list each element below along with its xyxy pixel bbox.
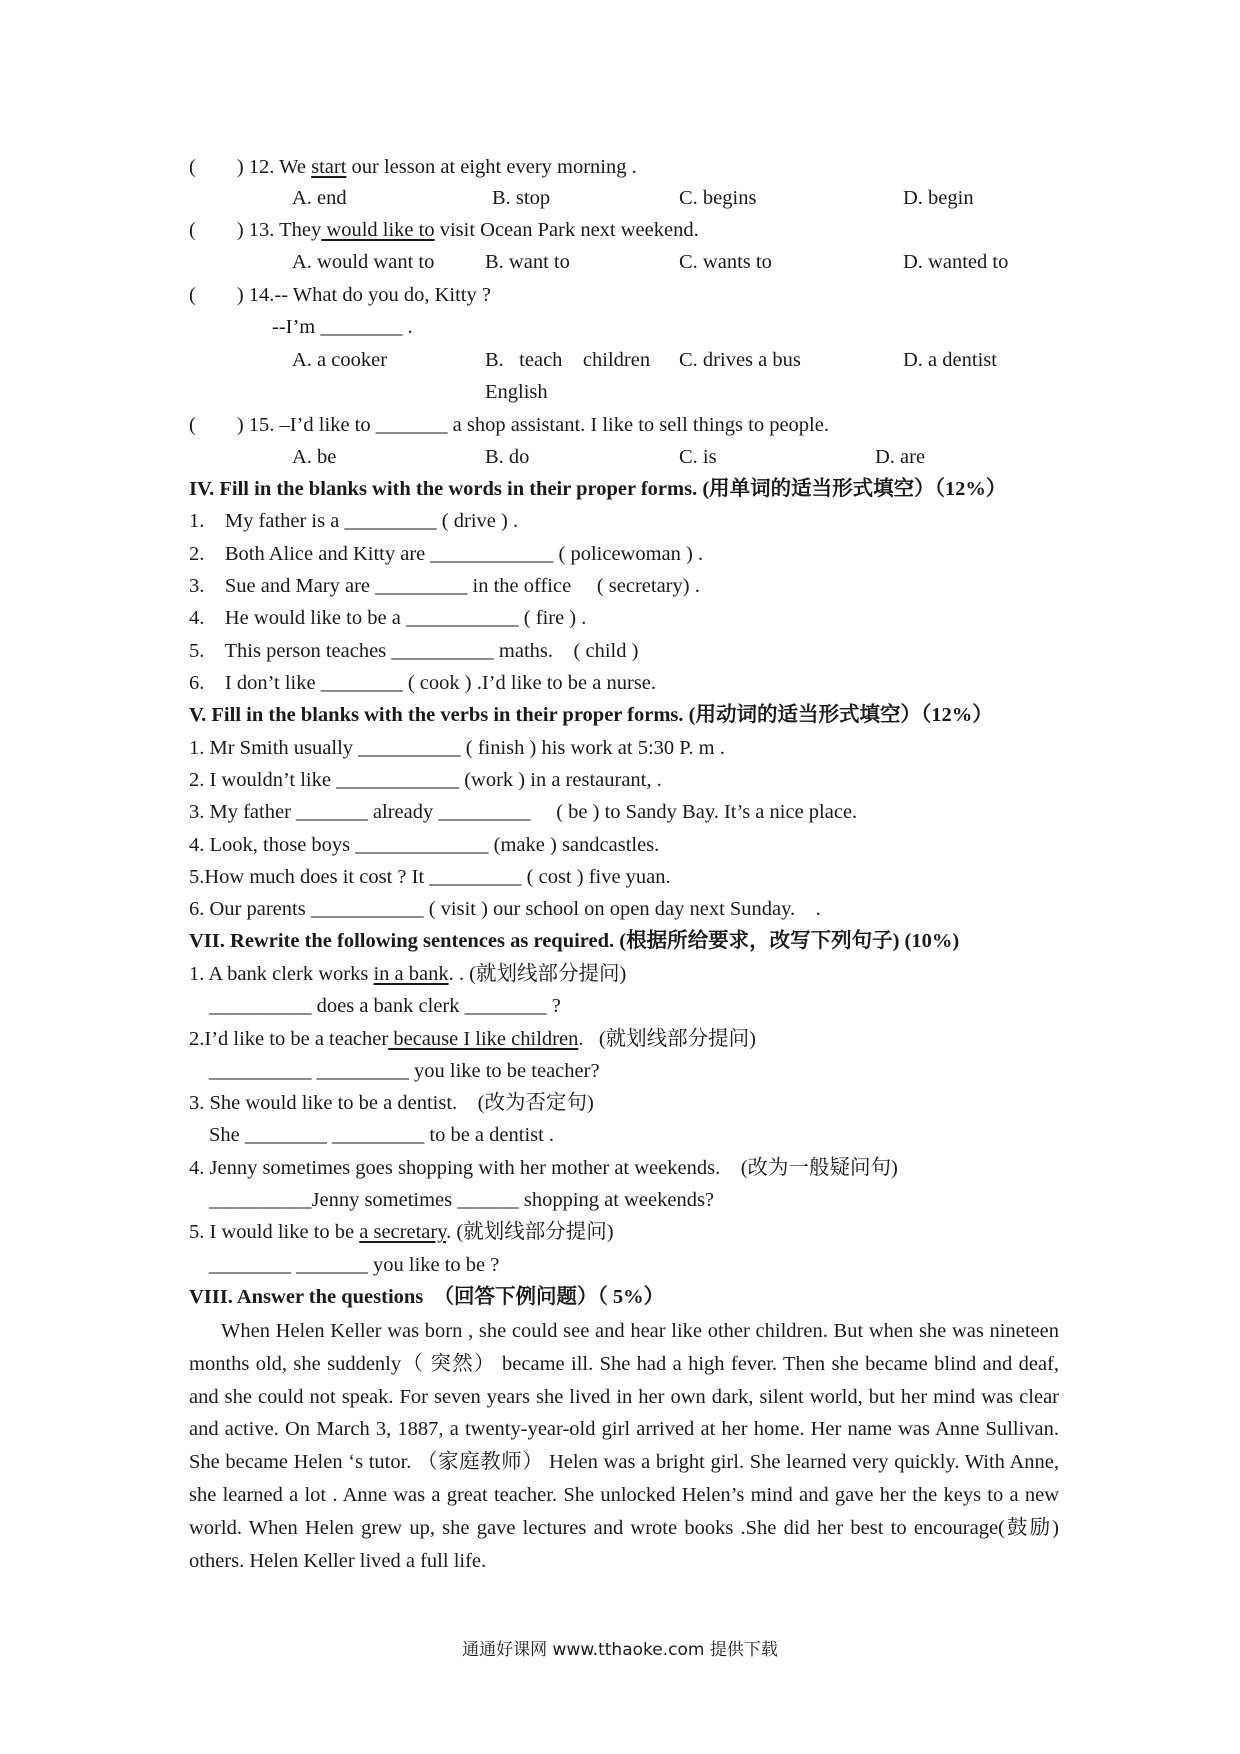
sec5-item-2: 2. I wouldn’t like ____________ (work ) in a restaurant, . [189, 769, 662, 791]
q14-option-c: C. drives a bus [679, 349, 801, 371]
sec7-answer-5: ________ _______ you like to be ? [209, 1254, 500, 1276]
section-5-title: V. Fill in the blanks with the verbs in their proper forms. (用动词的适当形式填空）（12%） [189, 704, 993, 726]
sec4-item-6: 6. I don’t like ________ ( cook ) .I’d like to be a nurse. [189, 672, 657, 694]
sec7-answer-2: __________ _________ you like to be teacher? [209, 1060, 600, 1082]
q14-option-b: B. teach children [485, 349, 651, 371]
sec7-item-4: 4. Jenny sometimes goes shopping with her mother at weekends. (改为一般疑问句) [189, 1157, 898, 1179]
section-8-title: VIII. Answer the questions （回答下例问题）（ 5%） [189, 1286, 665, 1308]
q12-option-a: A. end [292, 187, 347, 209]
question-12-stem: ( ) 12. We start our lesson at eight every morning . [189, 156, 637, 178]
sec4-item-4: 4. He would like to be a ___________ ( fire ) . [189, 607, 587, 629]
q13-option-a: A. would want to [292, 251, 435, 273]
section-4-title: IV. Fill in the blanks with the words in their proper forms. (用单词的适当形式填空）（12%） [189, 478, 1007, 500]
sec5-item-4: 4. Look, those boys _____________ (make ) sandcastles. [189, 834, 660, 856]
q12-option-c: C. begins [679, 187, 757, 209]
reading-passage: When Helen Keller was born , she could see and hear like other children. But when she was nineteen months old, she suddenly（ 突然） became ill. She had a high fever. Then she became blind and deaf, and she could not speak. For seven years she lived in her own dark, silent world, but her mind was clear and active. On March 3, 1887, a twenty-year-old girl arrived at her home. Her name was Anne Sullivan. She became Helen ‘s tutor. （家庭教师） Helen was a bright girl. She learned very quickly. With Anne, she learned a lot . Anne was a great teacher. She unlocked Helen’s mind and gave her the keys to a new world. When Helen grew up, she gave lectures and wrote books .She did her best to encourage(鼓励) others. Helen Keller lived a full life. [189, 1320, 1059, 1572]
question-15-stem: ( ) 15. –I’d like to _______ a shop assistant. I like to sell things to people. [189, 414, 829, 436]
sec5-item-6: 6. Our parents ___________ ( visit ) our school on open day next Sunday. . [189, 898, 821, 920]
q13-option-d: D. wanted to [903, 251, 1009, 273]
q12-option-d: D. begin [903, 187, 974, 209]
q15-option-b: B. do [485, 446, 530, 468]
q14-answer-line: --I’m ________ . [272, 316, 413, 338]
sec5-item-5: 5.How much does it cost ? It _________ ( cost ) five yuan. [189, 866, 671, 888]
sec4-item-1: 1. My father is a _________ ( drive ) . [189, 510, 519, 532]
sec7-item-2: 2.I’d like to be a teacher because I like children. (就划线部分提问) [189, 1028, 756, 1050]
q15-option-d: D. are [875, 446, 926, 468]
sec7-item-3: 3. She would like to be a dentist. (改为否定句) [189, 1092, 594, 1114]
sec5-item-3: 3. My father _______ already _________ ( be ) to Sandy Bay. It’s a nice place. [189, 801, 858, 823]
q14-option-d: D. a dentist [903, 349, 997, 371]
sec4-item-2: 2. Both Alice and Kitty are ____________ ( policewoman ) . [189, 543, 704, 565]
sec7-item-1: 1. A bank clerk works in a bank. . (就划线部分提问) [189, 963, 627, 985]
section-7-title: VII. Rewrite the following sentences as required. (根据所给要求，改写下列句子) (10%) [189, 930, 960, 952]
q15-option-c: C. is [679, 446, 717, 468]
sec7-item-5: 5. I would like to be a secretary. (就划线部分提问) [189, 1221, 614, 1243]
q13-option-b: B. want to [485, 251, 570, 273]
sec5-item-1: 1. Mr Smith usually __________ ( finish ) his work at 5:30 P. m . [189, 737, 725, 759]
q14-option-a: A. a cooker [292, 349, 388, 371]
page-footer: 通通好课网 www.tthaoke.com 提供下载 [462, 1640, 778, 1660]
sec7-answer-4: __________Jenny sometimes ______ shopping at weekends? [209, 1189, 715, 1211]
question-13-stem: ( ) 13. They would like to visit Ocean Park next weekend. [189, 219, 699, 241]
q14-option-b-wrap: English [485, 381, 548, 403]
sec7-answer-3: She ________ _________ to be a dentist . [209, 1124, 555, 1146]
sec4-item-5: 5. This person teaches __________ maths. ( child ) [189, 640, 639, 662]
q13-option-c: C. wants to [679, 251, 772, 273]
q12-option-b: B. stop [492, 187, 551, 209]
q15-option-a: A. be [292, 446, 337, 468]
sec7-answer-1: __________ does a bank clerk ________ ? [209, 995, 561, 1017]
question-14-stem: ( ) 14.-- What do you do, Kitty ? [189, 284, 491, 306]
sec4-item-3: 3. Sue and Mary are _________ in the office ( secretary) . [189, 575, 700, 597]
